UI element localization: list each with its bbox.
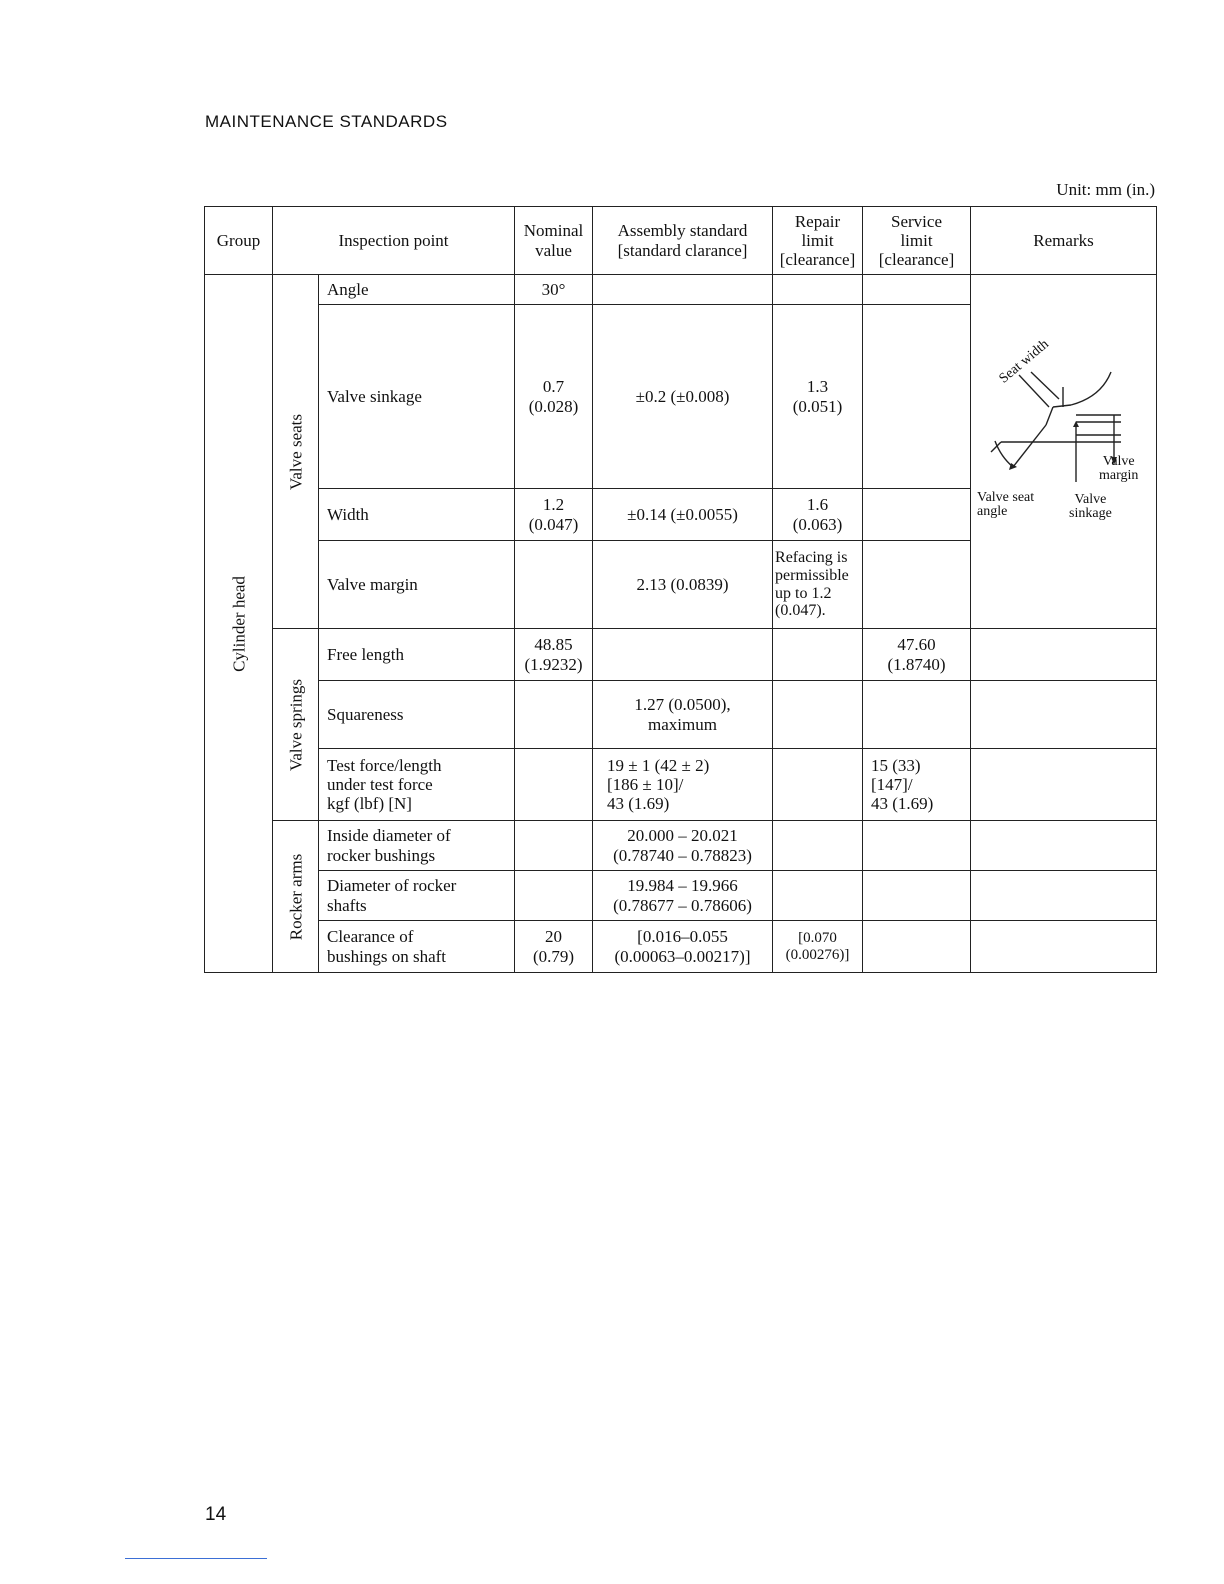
subgroup-rocker-arms: Rocker arms	[285, 853, 305, 940]
col-service: Service limit [clearance]	[863, 207, 971, 275]
assembly-test-force: 19 ± 1 (42 ± 2) [186 ± 10]/ 43 (1.69)	[593, 749, 773, 821]
label-valve-margin: Valve margin	[1099, 453, 1139, 484]
assembly-squareness: 1.27 (0.0500), maximum	[593, 681, 773, 749]
table-row	[205, 275, 1157, 305]
subgroup-cell	[273, 629, 319, 821]
point-free-length: Free length	[319, 629, 515, 681]
col-nominal: Nominal value	[515, 207, 593, 275]
group-cell	[205, 275, 273, 973]
page-number: 14	[205, 1504, 227, 1525]
table-row	[205, 921, 1157, 973]
subgroup-cell	[273, 275, 319, 629]
assembly-clearance: [0.016–0.055 (0.00063–0.00217)]	[593, 921, 773, 973]
point-clearance: Clearance of bushings on shaft	[319, 921, 515, 973]
point-angle: Angle	[319, 275, 515, 305]
assembly-inside-dia: 20.000 – 20.021 (0.78740 – 0.78823)	[593, 821, 773, 871]
col-assembly: Assembly standard [standard clarance]	[593, 207, 773, 275]
page-title: MAINTENANCE STANDARDS	[205, 112, 448, 131]
repair-margin: Refacing is permissible up to 1.2 (0.047).	[773, 541, 863, 629]
point-width: Width	[319, 489, 515, 541]
repair-sinkage: 1.3 (0.051)	[773, 305, 863, 489]
nominal-width: 1.2 (0.047)	[515, 489, 593, 541]
table-row	[205, 821, 1157, 871]
assembly-margin: 2.13 (0.0839)	[593, 541, 773, 629]
header-row	[205, 207, 1157, 275]
table-row	[205, 681, 1157, 749]
col-group: Group	[205, 207, 273, 275]
table-row	[205, 629, 1157, 681]
unit-label: Unit: mm (in.)	[1056, 180, 1155, 199]
label-valve-sinkage: Valve sinkage	[1069, 491, 1112, 522]
point-margin: Valve margin	[319, 541, 515, 629]
subgroup-valve-seats: Valve seats	[285, 413, 305, 490]
service-test-force: 15 (33) [147]/ 43 (1.69)	[863, 749, 971, 821]
group-label: Cylinder head	[228, 575, 248, 672]
col-repair: Repair limit [clearance]	[773, 207, 863, 275]
point-shaft-dia: Diameter of rocker shafts	[319, 871, 515, 921]
footer-underline	[125, 1558, 267, 1559]
point-inside-dia: Inside diameter of rocker bushings	[319, 821, 515, 871]
col-remarks: Remarks	[971, 207, 1157, 275]
point-squareness: Squareness	[319, 681, 515, 749]
nominal-free-length: 48.85 (1.9232)	[515, 629, 593, 681]
table-row	[205, 749, 1157, 821]
service-free-length: 47.60 (1.8740)	[863, 629, 971, 681]
subgroup-valve-springs: Valve springs	[285, 678, 305, 771]
assembly-sinkage: ±0.2 (±0.008)	[593, 305, 773, 489]
point-sinkage: Valve sinkage	[319, 305, 515, 489]
nominal-sinkage: 0.7 (0.028)	[515, 305, 593, 489]
repair-clearance: [0.070 (0.00276)]	[773, 921, 863, 973]
label-valve-seat-angle: Valve seat angle	[977, 489, 1035, 520]
nominal-angle: 30°	[515, 275, 593, 305]
assembly-width: ±0.14 (±0.0055)	[593, 489, 773, 541]
col-inspection-point: Inspection point	[273, 207, 515, 275]
assembly-shaft-dia: 19.984 – 19.966 (0.78677 – 0.78606)	[593, 871, 773, 921]
label-seat-width: Seat width	[996, 336, 1052, 387]
nominal-clearance: 20 (0.79)	[515, 921, 593, 973]
remarks-diagram-cell	[971, 275, 1157, 629]
valve-seat-diagram	[971, 277, 1157, 627]
point-test-force: Test force/length under test force kgf (lbf) [N]	[319, 749, 515, 821]
maintenance-standards-table	[204, 206, 1157, 973]
subgroup-cell	[273, 821, 319, 973]
table-row	[205, 871, 1157, 921]
repair-width: 1.6 (0.063)	[773, 489, 863, 541]
